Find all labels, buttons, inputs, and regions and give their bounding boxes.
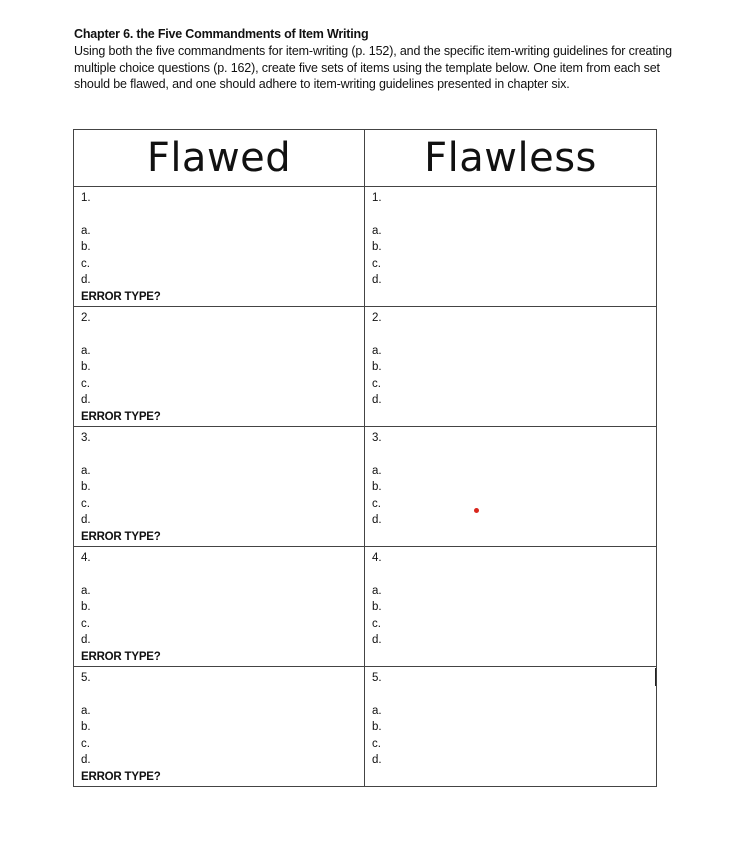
option-label: d. — [372, 634, 382, 646]
option-label: b. — [81, 361, 91, 373]
option-label: a. — [81, 344, 91, 357]
item-number: 5. — [81, 672, 91, 684]
option-label: c. — [81, 737, 90, 750]
flawless-item-cell[interactable] — [365, 667, 657, 787]
item-number: 1. — [372, 192, 382, 204]
option-label: a. — [81, 224, 91, 237]
option-label: a. — [372, 464, 382, 477]
option-label: d. — [81, 274, 91, 286]
option-label: b. — [372, 481, 382, 493]
item-number: 2. — [372, 312, 382, 324]
header-flawless: Flawless — [365, 130, 657, 187]
option-label: c. — [372, 257, 381, 270]
item-number: 3. — [81, 432, 91, 444]
option-label: d. — [81, 634, 91, 646]
document-title: Chapter 6. the Five Commandments of Item Writing — [74, 27, 369, 41]
option-label: b. — [81, 241, 91, 253]
item-number: 2. — [81, 312, 91, 324]
error-type-label: ERROR TYPE? — [81, 290, 161, 303]
option-label: b. — [81, 481, 91, 493]
flawed-item-cell[interactable] — [74, 427, 365, 547]
option-label: c. — [372, 377, 381, 390]
option-label: c. — [81, 377, 90, 390]
table-row — [74, 307, 657, 427]
flawed-item-cell[interactable] — [74, 667, 365, 787]
option-label: d. — [372, 754, 382, 766]
option-label: a. — [81, 584, 91, 597]
option-label: c. — [81, 257, 90, 270]
option-label: d. — [81, 514, 91, 526]
option-label: a. — [372, 584, 382, 597]
flawless-item-cell[interactable] — [365, 307, 657, 427]
error-type-label: ERROR TYPE? — [81, 530, 161, 543]
error-type-label: ERROR TYPE? — [81, 410, 161, 423]
option-label: b. — [372, 361, 382, 373]
option-label: a. — [81, 704, 91, 717]
flawless-item-cell[interactable] — [365, 187, 657, 307]
table-row — [74, 667, 657, 787]
table-row — [74, 427, 657, 547]
option-label: b. — [81, 601, 91, 613]
flawless-item-cell[interactable] — [365, 547, 657, 667]
option-label: a. — [372, 704, 382, 717]
text-cursor — [655, 668, 656, 686]
flawed-item-cell[interactable] — [74, 547, 365, 667]
option-label: d. — [372, 274, 382, 286]
instructions-paragraph: Using both the five commandments for item-writing (p. 152), and the specific item-writing guidelines for creating multiple choice questions (p. 162), create five sets of items using the template below. One item from each set should be flawed, and one should adhere to item-writing guidelines presented in chapter six. — [74, 44, 672, 91]
item-number: 5. — [372, 672, 382, 684]
option-label: b. — [372, 241, 382, 253]
table-row — [74, 187, 657, 307]
annotation-dot-icon — [474, 508, 479, 513]
error-type-label: ERROR TYPE? — [81, 650, 161, 663]
option-label: d. — [81, 754, 91, 766]
table-row — [74, 547, 657, 667]
item-template-table — [73, 129, 657, 787]
option-label: c. — [372, 617, 381, 630]
flawed-item-cell[interactable] — [74, 187, 365, 307]
option-label: c. — [81, 617, 90, 630]
option-label: c. — [372, 737, 381, 750]
option-label: a. — [81, 464, 91, 477]
error-type-label: ERROR TYPE? — [81, 770, 161, 783]
option-label: b. — [81, 721, 91, 733]
option-label: d. — [81, 394, 91, 406]
item-number: 4. — [81, 552, 91, 564]
option-label: c. — [372, 497, 381, 510]
item-number: 4. — [372, 552, 382, 564]
item-number: 1. — [81, 192, 91, 204]
flawless-item-cell[interactable] — [365, 427, 657, 547]
option-label: d. — [372, 394, 382, 406]
option-label: a. — [372, 344, 382, 357]
option-label: a. — [372, 224, 382, 237]
option-label: c. — [81, 497, 90, 510]
table-header-row — [74, 130, 657, 187]
item-number: 3. — [372, 432, 382, 444]
flawed-item-cell[interactable] — [74, 307, 365, 427]
option-label: b. — [372, 721, 382, 733]
option-label: d. — [372, 514, 382, 526]
option-label: b. — [372, 601, 382, 613]
header-flawed: Flawed — [74, 130, 365, 187]
